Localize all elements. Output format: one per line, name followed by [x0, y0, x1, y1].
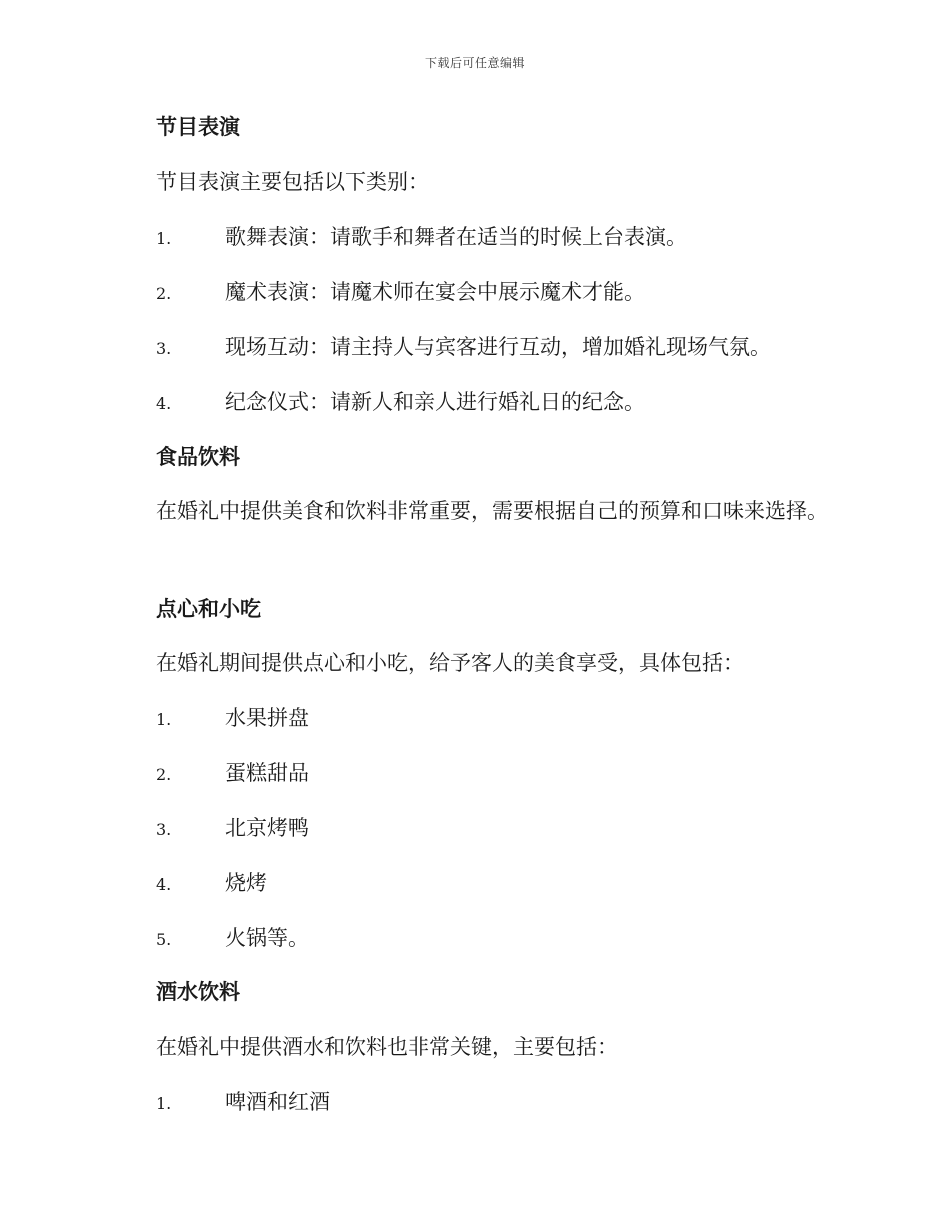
list-item-text: 水果拼盘 [225, 706, 309, 730]
list-item-number: 2. [156, 765, 172, 784]
list-item-text: 烧烤 [225, 871, 267, 895]
section-intro-beverages: 在婚礼中提供酒水和饮料也非常关键，主要包括： [156, 1035, 618, 1059]
list-item-number: 4. [156, 875, 172, 894]
header-note: 下载后可任意编辑 [424, 56, 525, 70]
list-item-number: 4. [156, 394, 172, 413]
section-heading-beverages: 酒水饮料 [156, 979, 240, 1004]
section-heading-snacks: 点心和小吃 [156, 596, 261, 621]
section-heading-food-drinks: 食品饮料 [156, 444, 240, 469]
list-item-number: 3. [156, 820, 172, 839]
list-item-number: 2. [156, 284, 172, 303]
list-item-number: 1. [156, 710, 172, 729]
list-item-number: 1. [156, 229, 172, 248]
list-item-text: 歌舞表演：请歌手和舞者在适当的时候上台表演。 [225, 225, 687, 249]
section-intro-snacks: 在婚礼期间提供点心和小吃，给予客人的美食享受，具体包括： [156, 651, 744, 675]
list-item-text: 火锅等。 [225, 926, 309, 950]
list-item-text: 啤酒和红酒 [225, 1090, 330, 1114]
section-heading-performances: 节目表演 [156, 114, 240, 139]
list-item-number: 3. [156, 339, 172, 358]
list-item-number: 5. [156, 930, 172, 949]
list-item-number: 1. [156, 1094, 172, 1113]
list-item-text: 现场互动：请主持人与宾客进行互动，增加婚礼现场气氛。 [225, 335, 771, 359]
list-item-text: 北京烤鸭 [225, 816, 309, 840]
list-item-text: 魔术表演：请魔术师在宴会中展示魔术才能。 [225, 280, 645, 304]
list-item-text: 蛋糕甜品 [225, 761, 309, 785]
section-body-food-drinks: 在婚礼中提供美食和饮料非常重要，需要根据自己的预算和口味来选择。 [156, 499, 828, 523]
list-item-text: 纪念仪式：请新人和亲人进行婚礼日的纪念。 [225, 390, 645, 414]
section-intro-performances: 节目表演主要包括以下类别： [156, 170, 429, 194]
